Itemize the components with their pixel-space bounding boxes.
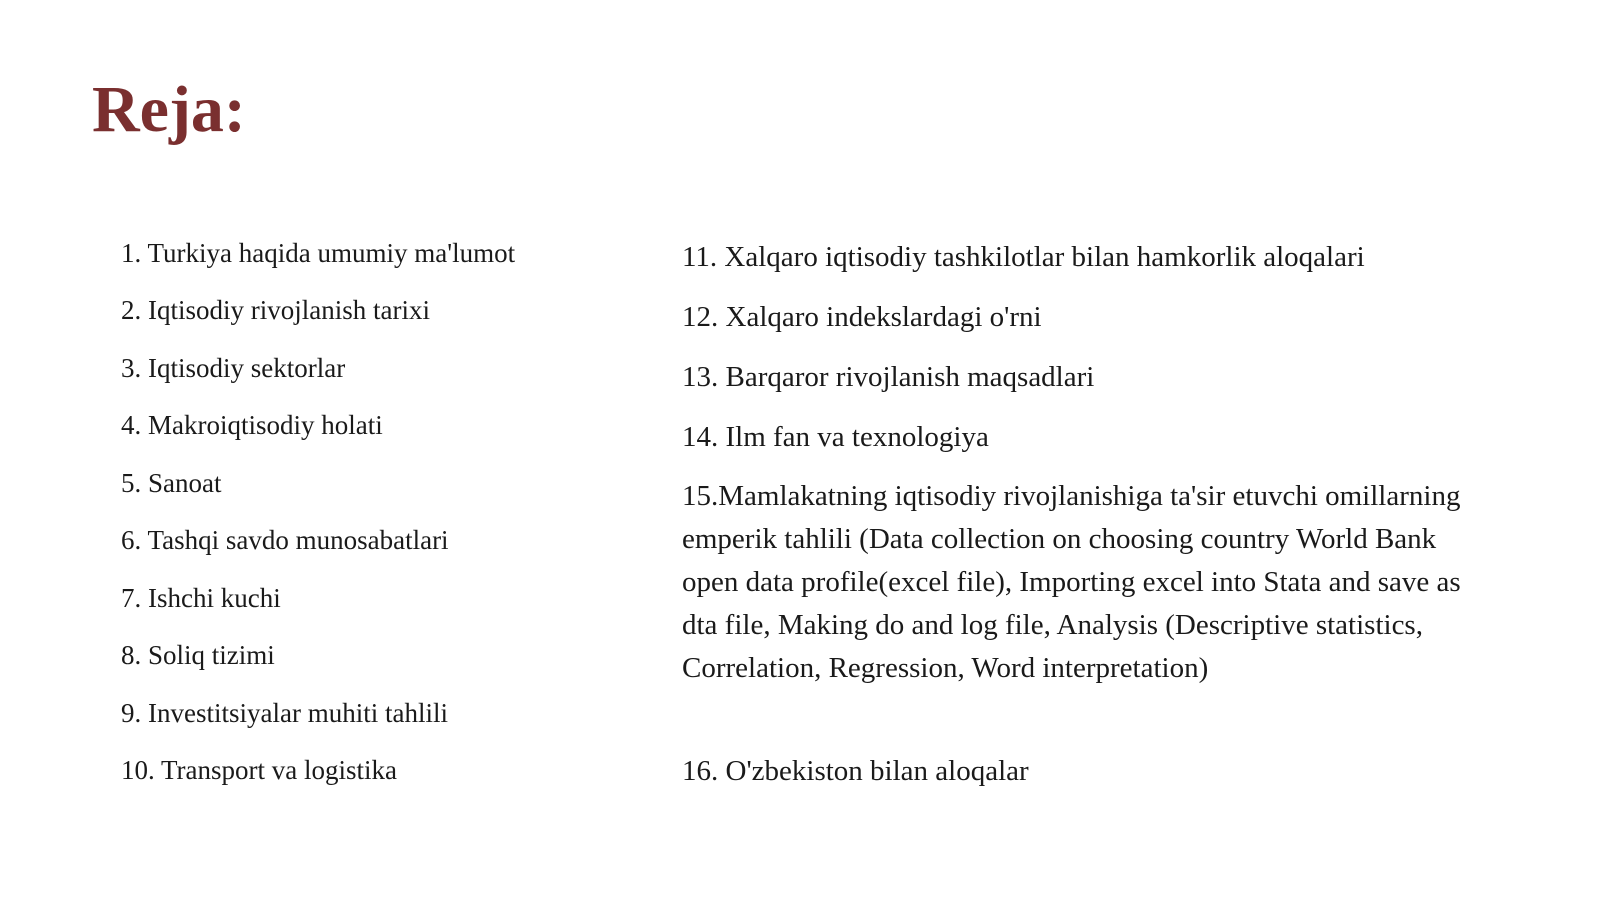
plan-item: 10. Transport va logistika — [121, 755, 398, 785]
plan-item: 8. Soliq tizimi — [121, 640, 275, 670]
plan-item: 13. Barqaror rivojlanish maqsadlari — [682, 361, 1095, 393]
plan-item-empirical-analysis: 15.Mamlakatning iqtisodiy rivojlanishiga ta'sir etuvchi omillarning emperik tahlili (Data collection on choosing country World Bank open data profile(excel file), Importing excel into Stata and save as dta file, Making do and log file, Analysis (Descriptive statistics, Correlation, Regression, Word interpretation) — [682, 480, 1461, 684]
plan-item: 7. Ishchi kuchi — [121, 583, 281, 613]
plan-item: 16. O'zbekiston bilan aloqalar — [682, 755, 1029, 787]
plan-item: 9. Investitsiyalar muhiti tahlili — [121, 698, 448, 728]
plan-item: 12. Xalqaro indekslardagi o'rni — [682, 301, 1042, 333]
plan-item: 11. Xalqaro iqtisodiy tashkilotlar bilan hamkorlik aloqalari — [682, 241, 1365, 273]
plan-item: 4. Makroiqtisodiy holati — [121, 410, 383, 440]
plan-item: 3. Iqtisodiy sektorlar — [121, 353, 346, 383]
plan-item: 1. Turkiya haqida umumiy ma'lumot — [121, 238, 516, 268]
plan-item: 2. Iqtisodiy rivojlanish tarixi — [121, 295, 430, 325]
plan-item: 14. Ilm fan va texnologiya — [682, 421, 989, 453]
slide-title: Reja: — [92, 73, 246, 146]
plan-item: 5. Sanoat — [121, 468, 222, 498]
plan-item: 6. Tashqi savdo munosabatlari — [121, 525, 449, 555]
